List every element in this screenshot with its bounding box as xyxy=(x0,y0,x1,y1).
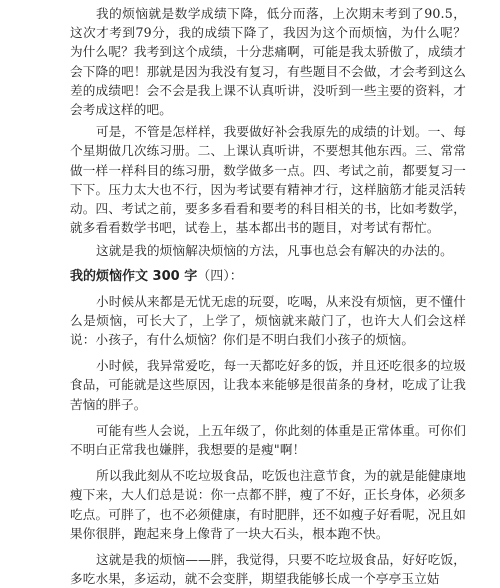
paragraph-childhood: 小时候从来都是无忧无虑的玩耍，吃喝，从来没有烦恼，更不懂什么是烦恼，可长大了，上学了，烦恼就来敲门了，也许大人们会这样说：小孩子，有什么烦恼？你们是不明白我们小孩子的烦恼。 xyxy=(70,293,466,348)
section-heading xyxy=(70,267,466,286)
paragraph-eating: 小时候，我异常爱吃，每一天都吃好多的饭，并且还吃很多的垃圾食品，可能就是这些原因，让我本来能够是很苗条的身材，吃成了让我苦恼的胖子。 xyxy=(70,358,466,412)
paragraph-weight: 可能有些人会说，上五年级了，你此刻的体重是正常体重。可你们不明白正常我也嫌胖，我想要的是瘦"啊！ xyxy=(70,422,466,458)
paragraph-improvement-plan: 可是，不管是怎样样，我要做好补会我原先的成绩的计划。一、每个星期做几次练习册。二、上课认真听讲，不要想其他东西。三、常常做一样一样科目的练习册，数学做多一点。四、考试之前，都要复习一下下。压力太大也不行，因为考试要有精神才行，这样脑筋才能灵活转动。四、考试之前，要多多看看和要考的科目相关的书，比如考数学，就多看看数学书吧，试卷上，基本都出书的题目，对考试有帮忙。 xyxy=(70,124,466,236)
paragraph-conclusion: 这就是我的烦恼解决烦恼的方法，凡事也总会有解决的办法的。 xyxy=(96,243,453,259)
paragraph-diet: 所以我此刻从不吃垃圾食品，吃饭也注意节食，为的就是能健康地瘦下来，大人们总是说：你一点都不胖，瘦了不好，正长身体，必须多吃点。可胖了，也不必须健康，有时肥胖，还不如瘦子好看呢，况且如果你很胖，跑起来身上像背了一块大石头，根本跑不快。 xyxy=(70,468,466,541)
section-title: 我的烦恼作文 300 字 xyxy=(70,268,198,284)
paragraph-math-grades: 我的烦恼就是数学成绩下降，低分而落，上次期末考到了90.5，这次才考到79分，我的成绩下降了，我因为这个而烦恼，为什么呢？为什么呢？我考到这个成绩，十分悲痛啊，可能是我太骄傲了，成绩才会下降的吧！那就是因为我没有复习，有些题目不会做，才会考到这么差的成绩吧！会不会是我上课不认真听讲，没听到一些主要的资料，才会考成这样的吧。 xyxy=(70,6,466,118)
section-subtitle: （四）： xyxy=(197,268,243,284)
paragraph-final: 这就是我的烦恼——胖，我觉得，只要不吃垃圾食品，好好吃饭，多吃水果，多运动，就不会变胖，期望我能够长成一个亭亭玉立姑 xyxy=(70,552,466,587)
